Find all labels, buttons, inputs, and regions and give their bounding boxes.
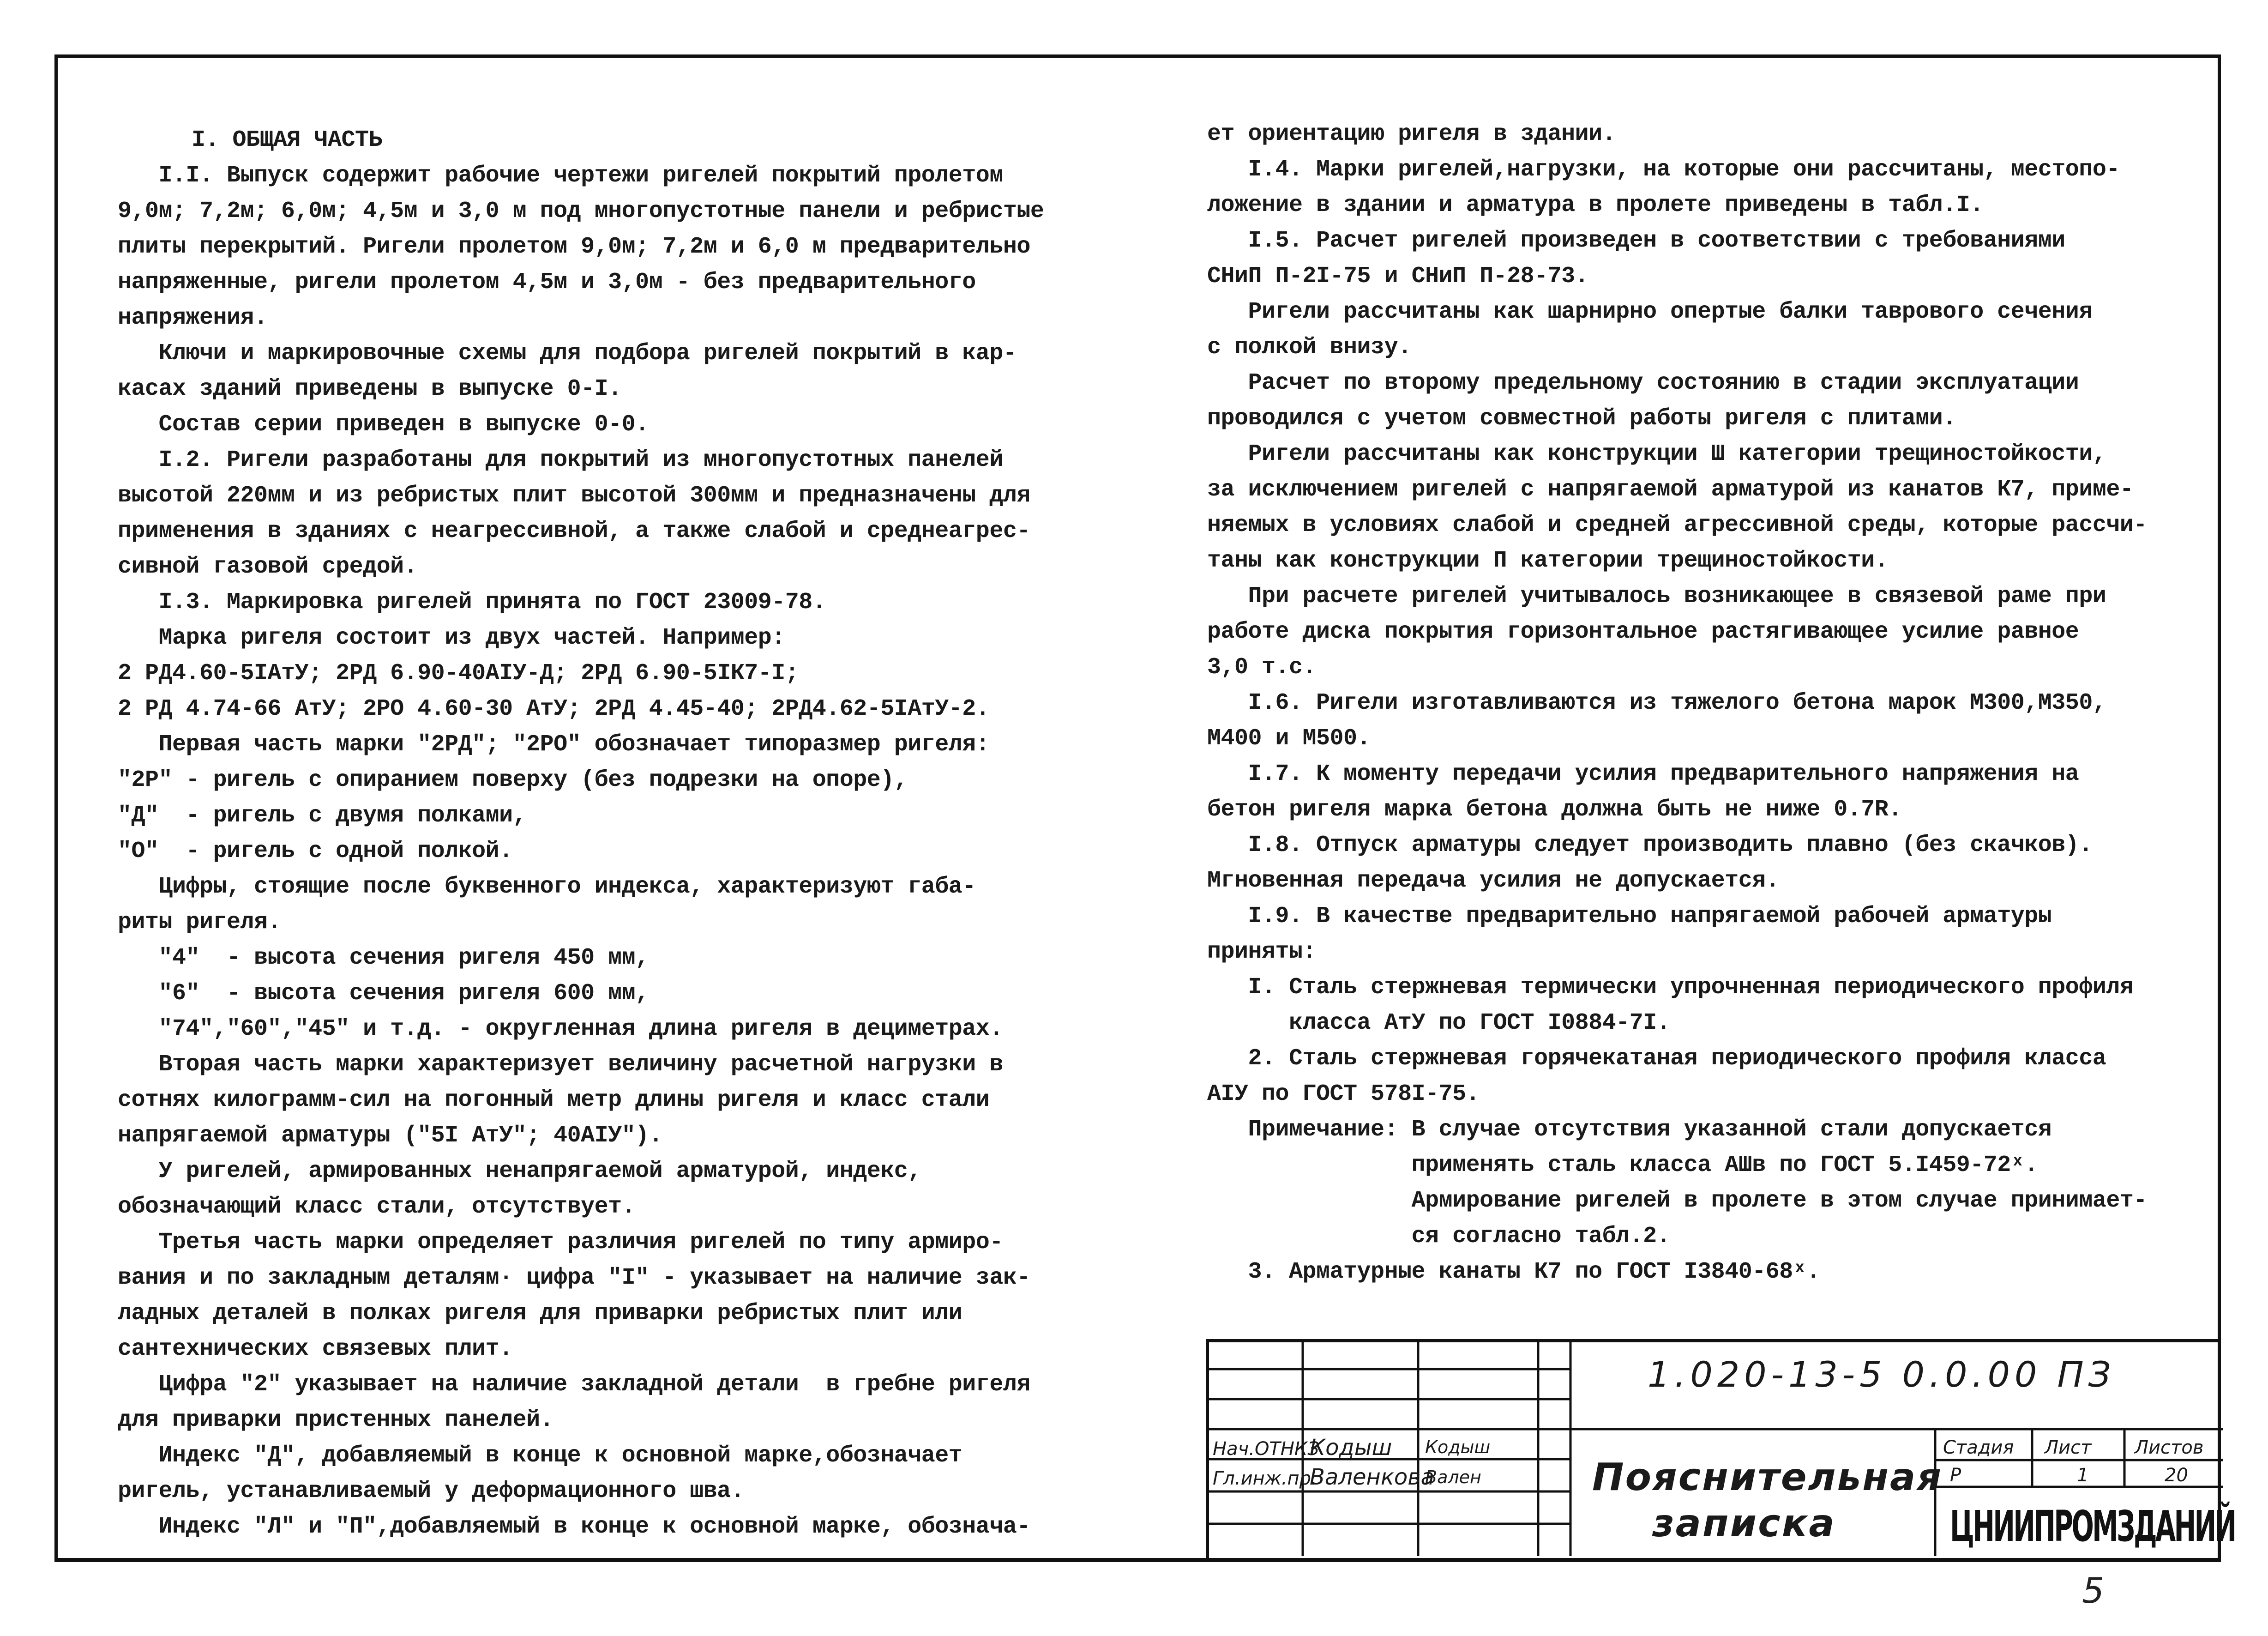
text-line: I.9. В качестве предварительно напрягаемой рабочей арматуры	[1207, 903, 2052, 930]
text-line: касах зданий приведены в выпуске 0-I.	[118, 376, 622, 402]
text-line: вания и по закладным деталям· цифра "I" - указывает на наличие зак-	[118, 1265, 1030, 1291]
text-line: высотой 220мм и из ребристых плит высотой 300мм и предназначены для	[118, 483, 1030, 509]
text-line: I.6. Ригели изготавливаются из тяжелого бетона марок М300,М350,	[1207, 690, 2106, 716]
text-line: Третья часть марки определяет различия ригелей по типу армиро-	[118, 1229, 1003, 1256]
text-line: АIУ по ГОСТ 578I-75.	[1207, 1081, 1480, 1107]
text-line: "Д" - ригель с двумя полками,	[118, 803, 527, 829]
text-line: 3. Арматурные канаты К7 по ГОСТ I3840-68ˣ.	[1207, 1259, 1820, 1285]
text-line: Цифры, стоящие после буквенного индекса, характеризуют габа-	[118, 874, 976, 900]
text-line: "2Р" - ригель с опиранием поверху (без подрезки на опоре),	[118, 767, 908, 793]
text-line: для приварки пристенных панелей.	[118, 1407, 554, 1433]
text-line: за исключением ригелей с напрягаемой арматурой из канатов К7, приме-	[1207, 477, 2134, 503]
text-line: ложение в здании и арматура в пролете приведены в табл.I.	[1207, 192, 1984, 218]
text-line: 2. Сталь стержневая горячекатаная периодического профиля класса	[1207, 1045, 2106, 1072]
text-line: Состав серии приведен в выпуске 0-0.	[118, 411, 649, 438]
document-title-line2: записка	[1652, 1502, 1836, 1545]
page-number: 5	[2082, 1570, 2105, 1611]
text-line: I. Сталь стержневая термически упрочненная периодического профиля	[1207, 974, 2134, 1001]
left-text-column	[118, 122, 1115, 1545]
title-block	[1206, 1339, 2235, 1558]
signer-name-2: Валенкова	[1310, 1464, 1434, 1490]
stage-value: Р	[1950, 1465, 1961, 1486]
text-line: "4" - высота сечения ригеля 450 мм,	[118, 945, 649, 971]
text-line: применять сталь класса АШв по ГОСТ 5.I459-72ˣ.	[1207, 1152, 2038, 1178]
signature-2: Вален	[1425, 1467, 1481, 1487]
text-line: бетон ригеля марка бетона должна быть не ниже 0.7R.	[1207, 797, 1902, 823]
text-line: I.7. К моменту передачи усилия предварительного напряжения на	[1207, 761, 2079, 787]
text-line: няемых в условиях слабой и средней агрессивной среды, которые рассчи-	[1207, 512, 2147, 538]
text-line: Индекс "Л" и "П",добавляемый в конце к основной марке, обознача-	[118, 1514, 1030, 1540]
text-line: риты ригеля.	[118, 909, 282, 936]
text-line: напрягаемой арматуры ("5I АтУ"; 40АIУ").	[118, 1123, 663, 1149]
text-line: ригель, устанавливаемый у деформационного шва.	[118, 1478, 745, 1504]
text-line: 2 РД4.60-5IАтУ; 2РД 6.90-40АIУ-Д; 2РД 6.90-5IК7-I;	[118, 660, 799, 687]
sheet-label: Лист	[2045, 1437, 2092, 1458]
text-line: класса АтУ по ГОСТ I0884-7I.	[1207, 1010, 1671, 1036]
organization-name: ЦНИИПРОМЗДАНИЙ	[1950, 1502, 2235, 1551]
text-line: Вторая часть марки характеризует величину расчетной нагрузки в	[118, 1051, 1003, 1078]
text-line: "6" - высота сечения ригеля 600 мм,	[118, 980, 649, 1007]
signer-name-1: Кодыш	[1310, 1435, 1392, 1461]
stage-label: Стадия	[1943, 1437, 2014, 1458]
text-line: Цифра "2" указывает на наличие закладной детали в гребне ригеля	[118, 1371, 1030, 1398]
sheets-label: Листов	[2135, 1437, 2204, 1458]
text-line: I.3. Маркировка ригелей принята по ГОСТ 23009-78.	[118, 589, 826, 616]
right-paragraphs	[1207, 116, 2204, 1290]
text-line: I.8. Отпуск арматуры следует производить плавно (без скачков).	[1207, 832, 2093, 858]
text-line: ет ориентацию ригеля в здании.	[1207, 121, 1616, 147]
text-line: приняты:	[1207, 939, 1317, 965]
text-line: сотнях килограмм-сил на погонный метр длины ригеля и класс стали	[118, 1087, 990, 1113]
text-line: Ключи и маркировочные схемы для подбора ригелей покрытий в кар-	[118, 340, 1017, 367]
text-line: ладных деталей в полках ригеля для приварки ребристых плит или	[118, 1300, 963, 1327]
text-line: 3,0 т.с.	[1207, 654, 1317, 681]
left-paragraphs	[118, 158, 1115, 1545]
text-line: Мгновенная передача усилия не допускается.	[1207, 868, 1780, 894]
text-line: Марка ригеля состоит из двух частей. Например:	[118, 625, 785, 651]
text-line: напряженные, ригели пролетом 4,5м и 3,0м - без предварительного	[118, 269, 976, 296]
text-line: "О" - ригель с одной полкой.	[118, 838, 513, 864]
text-line: Ригели рассчитаны как шарнирно опертые балки таврового сечения	[1207, 299, 2093, 325]
text-line: применения в зданиях с неагрессивной, а также слабой и среднеагрес-	[118, 518, 1030, 544]
text-line: При расчете ригелей учитывалось возникающее в связевой раме при	[1207, 583, 2106, 610]
text-line: ся согласно табл.2.	[1207, 1223, 1671, 1250]
text-line: I.5. Расчет ригелей произведен в соответствии с требованиями	[1207, 228, 2065, 254]
text-line: таны как конструкции П категории трещиностойкости.	[1207, 548, 1889, 574]
document-code: 1.020-13-5 0.0.00 ПЗ	[1648, 1354, 2116, 1395]
text-line: обозначающий класс стали, отсутствует.	[118, 1194, 636, 1220]
role-1: Нач.ОТНКЗ	[1213, 1438, 1319, 1460]
sheet-value: 1	[2077, 1465, 2089, 1486]
sheets-value: 20	[2165, 1465, 2188, 1486]
text-line: "74","60","45" и т.д. - округленная длина ригеля в дециметрах.	[118, 1016, 1003, 1042]
role-2: Гл.инж.пр.	[1213, 1468, 1317, 1489]
document-title-line1: Пояснительная	[1592, 1455, 1943, 1499]
text-line: I.I. Выпуск содержит рабочие чертежи ригелей покрытий пролетом	[118, 163, 1003, 189]
text-line: Ригели рассчитаны как конструкции Ш категории трещиностойкости,	[1207, 441, 2106, 467]
text-line: Первая часть марки "2РД"; "2РО" обозначает типоразмер ригеля:	[118, 731, 990, 758]
text-line: сантехнических связевых плит.	[118, 1336, 513, 1362]
text-line: 2 РД 4.74-66 АтУ; 2РО 4.60-30 АтУ; 2РД 4.45-40; 2РД4.62-5IАтУ-2.	[118, 696, 990, 722]
right-text-column	[1207, 116, 2204, 1290]
text-line: Индекс "Д", добавляемый в конце к основной марке,обозначает	[118, 1443, 963, 1469]
text-line: Расчет по второму предельному состоянию в стадии эксплуатации	[1207, 370, 2079, 396]
text-line: плиты перекрытий. Ригели пролетом 9,0м; 7,2м и 6,0 м предварительно	[118, 234, 1030, 260]
text-line: I.2. Ригели разработаны для покрытий из многопустотных панелей	[118, 447, 1003, 473]
text-line: сивной газовой средой.	[118, 554, 418, 580]
text-line: У ригелей, армированных ненапрягаемой арматурой, индекс,	[118, 1158, 921, 1184]
text-line: СНиП П-2I-75 и СНиП П-28-73.	[1207, 263, 1589, 290]
text-line: напряжения.	[118, 305, 268, 331]
text-line: Примечание: В случае отсутствия указанной стали допускается	[1207, 1117, 2052, 1143]
signature-1: Кодыш	[1425, 1437, 1491, 1457]
text-line: с полкой внизу.	[1207, 334, 1412, 361]
text-line: Армирование ригелей в пролете в этом случае принимает-	[1207, 1188, 2147, 1214]
text-line: I.4. Марки ригелей,нагрузки, на которые они рассчитаны, местопо-	[1207, 157, 2120, 183]
text-line: проводился с учетом совместной работы ригеля с плитами.	[1207, 405, 1956, 432]
section-heading: I. ОБЩАЯ ЧАСТЬ	[192, 127, 383, 153]
text-line: работе диска покрытия горизонтальное растягивающее усилие равное	[1207, 619, 2079, 645]
text-line: 9,0м; 7,2м; 6,0м; 4,5м и 3,0 м под многопустотные панели и ребристые	[118, 198, 1044, 224]
text-line: М400 и М500.	[1207, 725, 1371, 752]
